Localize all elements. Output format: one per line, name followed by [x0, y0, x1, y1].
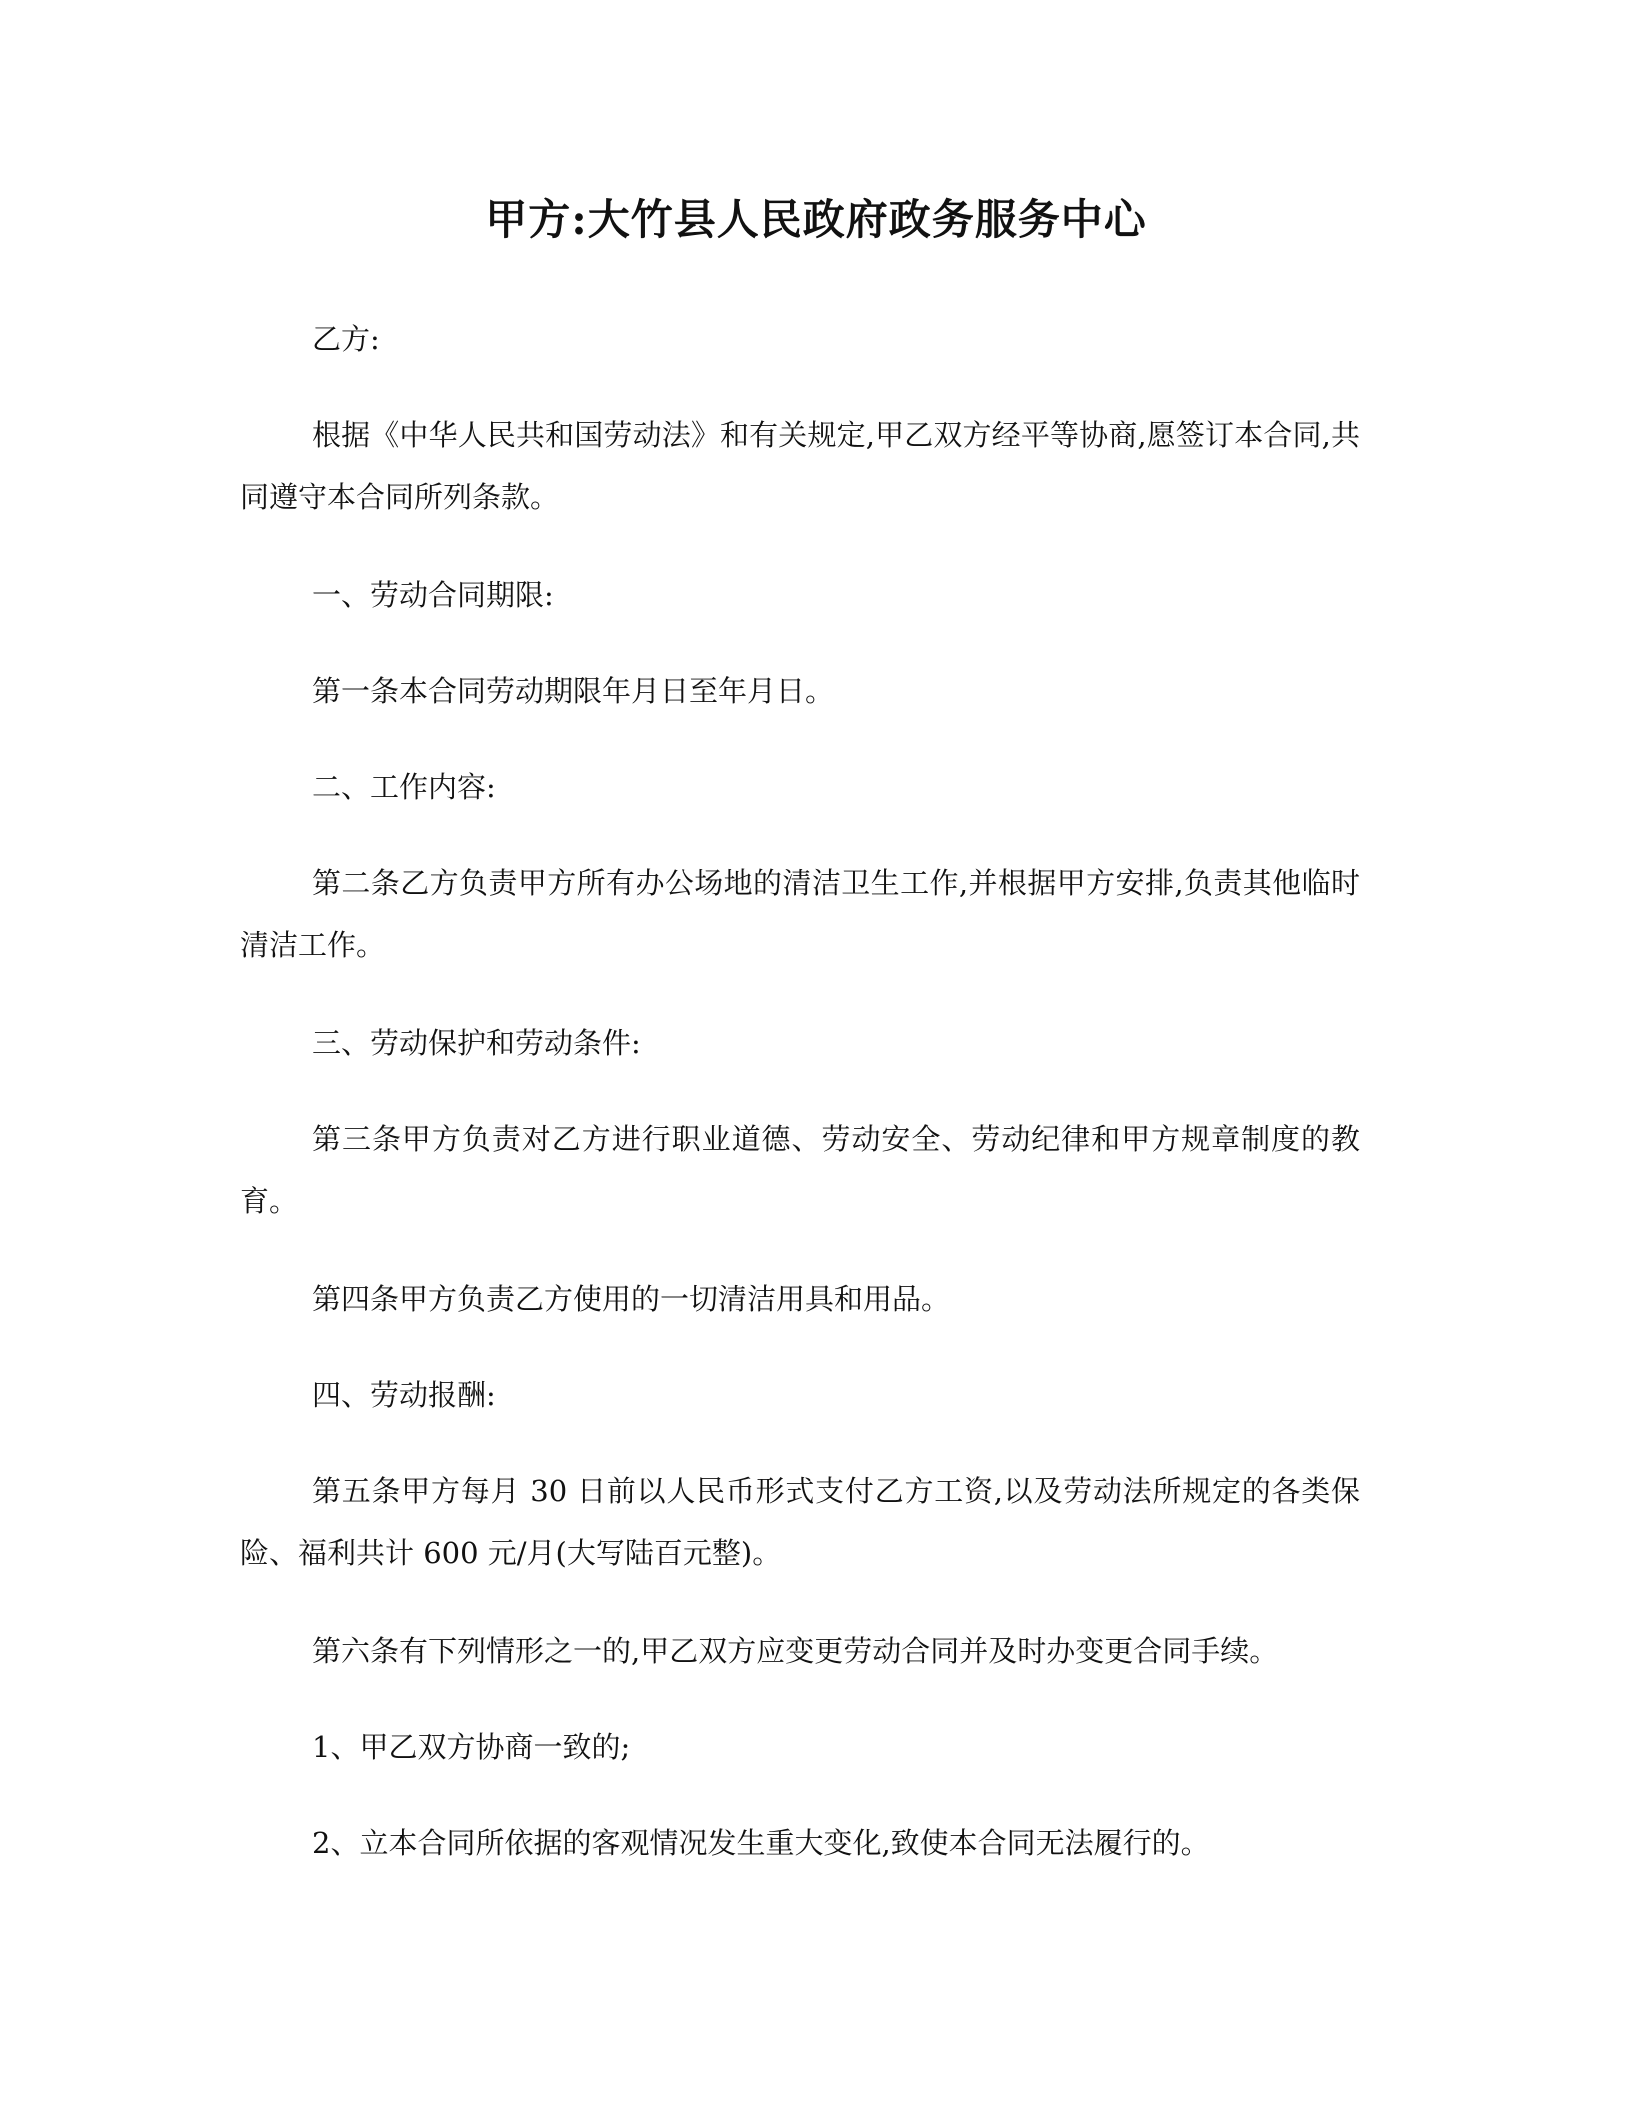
- article-6: 第六条有下列情形之一的,甲乙双方应变更劳动合同并及时办变更合同手续。: [312, 1634, 1279, 1668]
- section-heading-protection: 三、劳动保护和劳动条件:: [312, 1026, 641, 1060]
- section-heading-remuneration: 四、劳动报酬:: [312, 1378, 496, 1412]
- article-3: 第三条甲方负责对乙方进行职业道德、劳动安全、劳动纪律和甲方规章制度的教育。: [240, 1122, 1360, 1218]
- list-item-1: 1、甲乙双方协商一致的;: [312, 1730, 631, 1764]
- list-item-2: 2、立本合同所依据的客观情况发生重大变化,致使本合同无法履行的。: [312, 1826, 1210, 1860]
- article-2: 第二条乙方负责甲方所有办公场地的清洁卫生工作,并根据甲方安排,负责其他临时清洁工作。: [240, 866, 1360, 962]
- document-title: 甲方:大竹县人民政府政务服务中心: [485, 195, 1147, 244]
- article-5: 第五条甲方每月 30 日前以人民币形式支付乙方工资,以及劳动法所规定的各类保险、福利共计 600 元/月(大写陆百元整)。: [240, 1474, 1360, 1570]
- section-heading-term: 一、劳动合同期限:: [312, 578, 554, 612]
- preamble-paragraph: 根据《中华人民共和国劳动法》和有关规定,甲乙双方经平等协商,愿签订本合同,共同遵守本合同所列条款。: [240, 418, 1360, 514]
- section-heading-work-content: 二、工作内容:: [312, 770, 496, 804]
- party-b-line: 乙方:: [312, 322, 380, 356]
- article-1: 第一条本合同劳动期限年月日至年月日。: [312, 674, 835, 708]
- article-4: 第四条甲方负责乙方使用的一切清洁用具和用品。: [312, 1282, 951, 1316]
